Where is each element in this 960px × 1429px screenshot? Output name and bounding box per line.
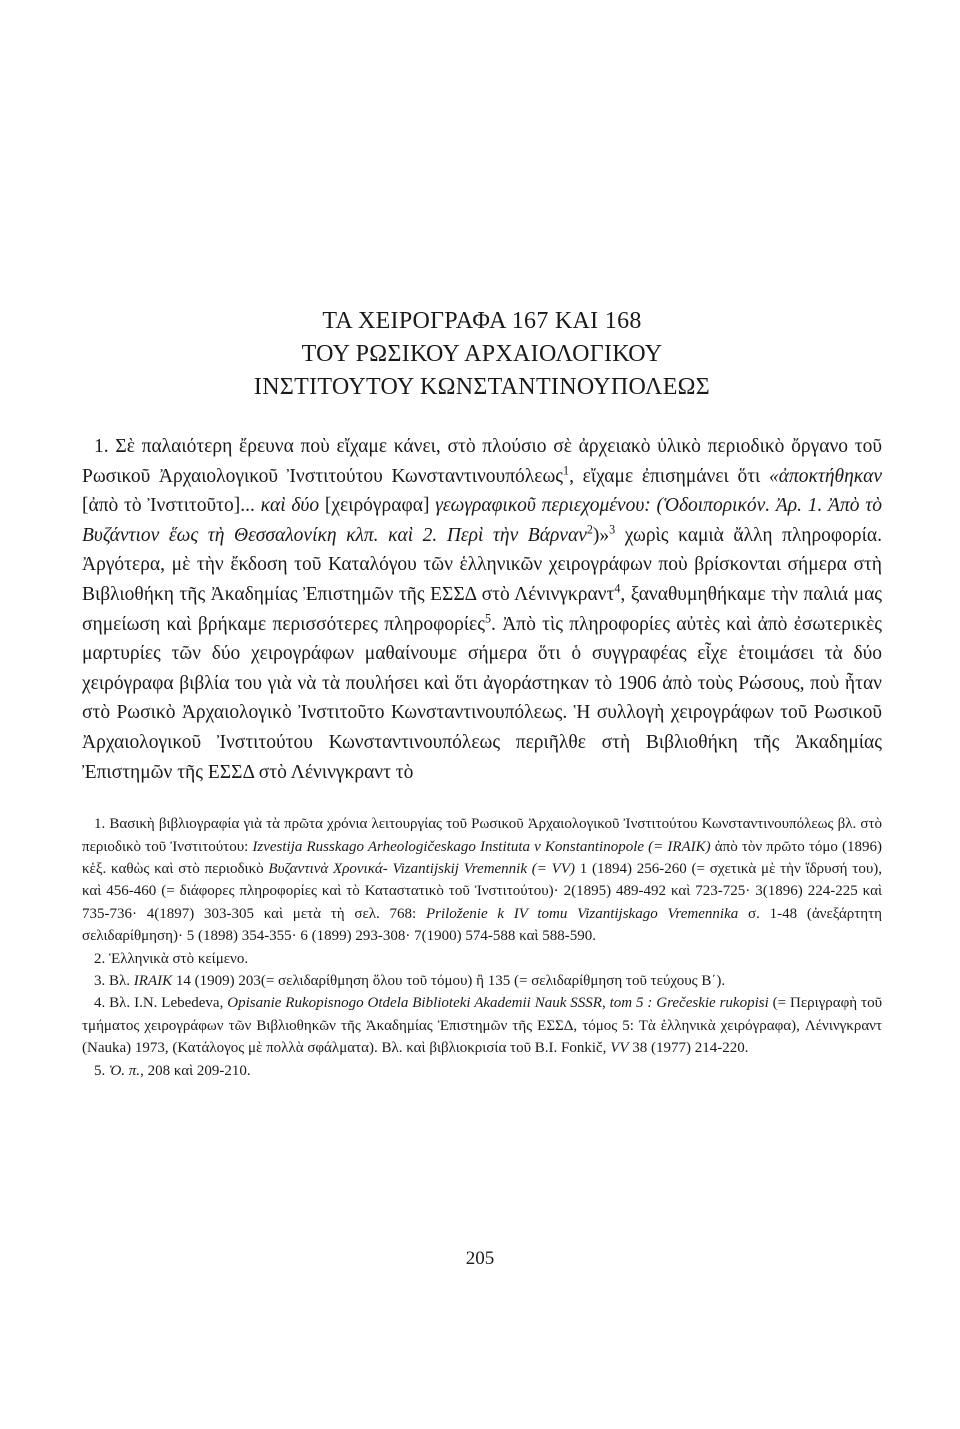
- article-title: [82, 305, 882, 404]
- footnote-2: 2. Ἑλληνικὰ στὸ κείμενο.: [94, 950, 249, 967]
- body-text-run: [χειρόγραφα]: [319, 495, 436, 517]
- page-number: 205: [465, 1248, 495, 1269]
- footnote-ref-2: 2: [586, 522, 593, 537]
- footnote-3: 3. Βλ. IRAIK 14 (1909) 203(= σελιδαρίθμηση ὅλου τοῦ τόμου) ἢ 135 (= σελιδαρίθμηση τοῦ τεύχους Β΄).: [94, 972, 726, 989]
- body-italic-run: γεωγραφικοῦ περιεχομένου: (Ὁδοιπορικόν. Ἀρ. 1. Ἀπὸ τὸ Βυζάντιον ἕως τὴ Θεσσαλονίκη κλπ. καὶ 2. Περὶ τὴν Βάρναν: [82, 495, 883, 546]
- footnote-ref-1: 1: [563, 463, 570, 478]
- page-content: [82, 305, 882, 1082]
- body-text-run: , εἴχαμε ἐπισημάνει ὅτι: [569, 465, 769, 487]
- title-line-3: ΙΝΣΤΙΤΟΥΤΟΥ ΚΩΝΣΤΑΝΤΙΝΟΥΠΟΛΕΩΣ: [253, 374, 711, 400]
- footnote-ref-5: 5: [484, 611, 492, 626]
- title-line-1: ΤΑ ΧΕΙΡΟΓΡΑΦΑ 167 ΚΑΙ 168: [322, 308, 642, 334]
- footnote-ref-4: 4: [614, 581, 621, 596]
- footnote-5: 5. Ὁ. π., 208 καὶ 209-210.: [94, 1062, 251, 1079]
- body-text-run: )»: [592, 524, 610, 546]
- body-text-run: [ἀπὸ τὸ Ἰνστιτοῦτο]...: [82, 495, 261, 517]
- footnotes: [82, 813, 882, 1082]
- body-italic-run: «ἀποκτήθηκαν: [768, 465, 883, 487]
- body-text-run: 1. Σὲ παλαιότερη ἔρευνα ποὺ εἴχαμε κάνει, στὸ πλούσιο σὲ ἀρχειακὸ ὑλικὸ περιοδικὸ ὄργανο τοῦ Ρωσικοῦ Ἀρχαιολογικοῦ Ἰνστιτούτου Κωνσταντινουπόλεως: [82, 436, 882, 487]
- body-text-run: χωρὶς καμιὰ ἄλλη πληροφορία. Ἀργότερα, μὲ τὴν ἔκδοση τοῦ Καταλόγου τῶν ἑλληνικῶν χειρογράφων ποὺ βρίσκονται σήμερα στὴ Βιβλιοθήκη τῆς Ἀκαδημίας Ἐπιστημῶν τῆς ΕΣΣΔ στὸ Λένινγκραντ: [82, 524, 882, 605]
- footnote-ref-3: 3: [609, 522, 616, 537]
- body-text-run: . Ἀπὸ τὶς πληροφορίες αὐτὲς καὶ ἀπὸ ἐσωτερικὲς μαρτυρίες τῶν δύο χειρογράφων μαθαίνουμε σήμερα ὅτι ὁ συγγραφέας εἶχε ἑτοιμάσει τὰ δύο χειρόγραφα βιβλία του γιὰ νὰ τὰ πουλήσει καὶ ὅτι ἀγοράστηκαν τὸ 1906 ἀπὸ τοὺς Ρώσους, ποὺ ἦταν στὸ Ρωσικὸ Ἀρχαιολογικὸ Ἰνστιτοῦτο Κωνσταντινουπόλεως. Ἡ συλλογὴ χειρογράφων τοῦ Ρωσικοῦ Ἀρχαιολογικοῦ Ἰνστιτούτου Κωνσταντινουπόλεως περιῆλθε στὴ Βιβλιοθήκη τῆς Ἀκαδημίας Ἐπιστημῶν τῆς ΕΣΣΔ στὸ Λένινγκραντ τὸ: [82, 613, 882, 783]
- body-italic-run: καὶ δύο: [260, 495, 320, 517]
- footnote-1: 1. Βασικὴ βιβλιογραφία γιὰ τὰ πρῶτα χρόνια λειτουργίας τοῦ Ρωσικοῦ Ἀρχαιολογικοῦ Ἰνστιτούτου Κωνσταντινουπόλεως βλ. στὸ περιοδικὸ τοῦ Ἰνστιτούτου: Izvestija Russkago Arheologičeskago Instituta v Konstantinopole (= IRAIK) ἀπὸ τὸν πρῶτο τόμο (1896) κἑξ. καθὼς καὶ στὸ περιοδικὸ Βυζαντινὰ Χρονικά- Vizantijskij Vremennik (= VV) 1 (1894) 256-260 (= σχετικὰ μὲ τὴν ἵδρυσή του), καὶ 456-460 (= διάφορες πληροφορίες καὶ τὸ Καταστατικὸ τοῦ Ἰνστιτούτου)· 2(1895) 489-492 καὶ 723-725· 3(1896) 224-225 καὶ 735-736· 4(1897) 303-305 καὶ μετὰ τὴ σελ. 768: Priloženie k IV tomu Vizantijskago Vremennika σ. 1-48 (ἀνεξάρτητη σελιδαρίθμηση)· 5 (1898) 354-355· 6 (1899) 293-308· 7(1900) 574-588 καὶ 588-590.: [82, 816, 882, 945]
- title-line-2: ΤΟΥ ΡΩΣΙΚΟΥ ΑΡΧΑΙΟΛΟΓΙΚΟΥ: [301, 341, 663, 367]
- footnote-4: 4. Βλ. I.N. Lebedeva, Opisanie Rukopisnogo Otdela Biblioteki Akademii Nauk SSSR, tom 5 : Grečeskie rukopisi (= Περιγραφὴ τοῦ τμήματος χειρογράφων τῶν Βιβλιοθηκῶν τῆς Ἀκαδημίας Ἐπιστημῶν τῆς ΕΣΣΔ, τόμος 5: Τὰ ἑλληνικὰ χειρόγραφα), Λένινγκραντ (Nauka) 1973, (Κατάλογος μὲ πολλὰ σφάλματα). Βλ. καὶ βιβλιοκρισία τοῦ B.I. Fonkič, VV 38 (1977) 214-220.: [82, 995, 882, 1057]
- body-paragraph: [82, 432, 882, 787]
- body-text-run: , ξαναθυμηθήκαμε τὴν παλιά μας σημείωση καὶ βρήκαμε περισσότερες πληροφορίες: [82, 583, 883, 635]
